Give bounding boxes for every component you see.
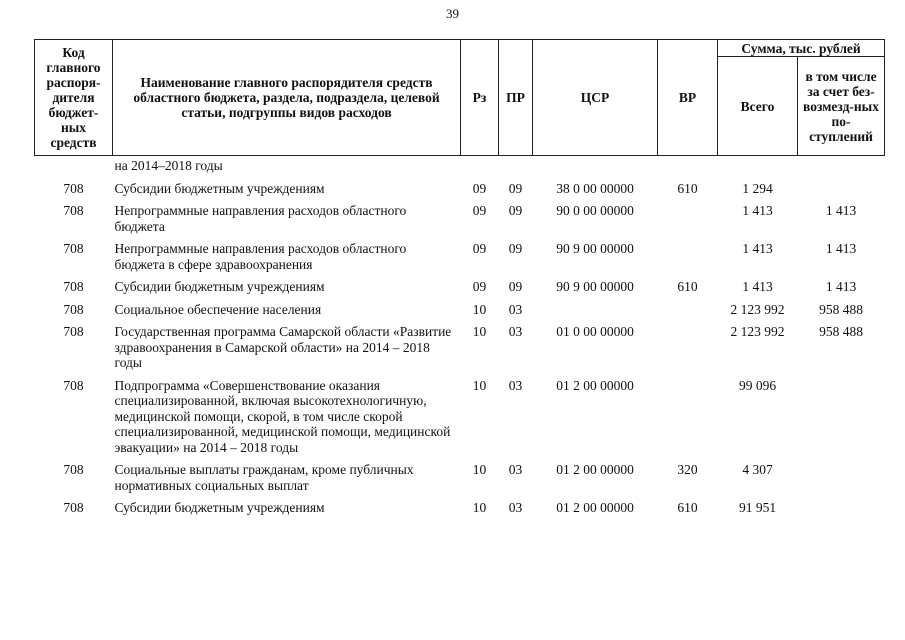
row-vr: 610 <box>677 279 698 294</box>
row-vr: 610 <box>677 500 698 515</box>
row-rz: 10 <box>472 377 487 393</box>
row-code: 708 <box>63 279 84 294</box>
row-name: Государственная программа Самарской области «Развитие здравоохранения в Самарской области» на 2014 – 2018 годы <box>114 324 452 370</box>
header-total: Всего <box>718 57 798 156</box>
row-vr: 320 <box>677 462 698 477</box>
header-name: Наименование главного распорядителя средств областного бюджета, раздела, подраздела, целевой статьи, подгруппы видов расходов <box>113 40 461 156</box>
row-total: 1 413 <box>742 203 773 218</box>
row-name: Подпрограмма «Совершенствование оказания специализированной, включая высокотехнологичную, медицинской помощи, скорой, в том числе скорой специализированной, медицинской помощи, медицинской эвакуации» на 2014 – 2018 годы <box>114 377 451 455</box>
row-name: Непрограммные направления расходов областного бюджета <box>114 203 407 234</box>
row-code: 708 <box>63 203 84 218</box>
row-vr <box>658 201 718 239</box>
row-pr: 03 <box>508 324 523 339</box>
row-code: 708 <box>63 180 84 196</box>
row-total: 1 294 <box>742 180 773 196</box>
row-csr: 38 0 00 00000 <box>556 180 634 196</box>
row-vr <box>658 376 718 461</box>
row-csr: 01 2 00 00000 <box>556 500 634 515</box>
row-vr <box>658 322 718 376</box>
header-row <box>35 40 885 57</box>
row-name: Субсидии бюджетным учреждениям <box>114 279 325 294</box>
table-row <box>35 201 885 239</box>
row-csr: 01 2 00 00000 <box>556 462 634 477</box>
row-rz: 09 <box>472 241 487 256</box>
row-code: 708 <box>63 377 84 393</box>
row-name: Непрограммные направления расходов областного бюджета в сфере здравоохранения <box>114 241 407 272</box>
row-total: 99 096 <box>738 377 777 393</box>
row-pr: 09 <box>508 203 523 218</box>
row-total: 4 307 <box>742 462 773 477</box>
continuation-text: на 2014–2018 годы <box>114 158 223 173</box>
row-csr: 01 0 00 00000 <box>556 324 634 339</box>
row-free <box>798 376 885 461</box>
row-rz: 10 <box>472 462 487 477</box>
row-free: 958 488 <box>819 301 863 317</box>
row-code: 708 <box>63 324 84 339</box>
header-free: в том числе за счет без-возмезд-ных по-ступлений <box>798 57 885 156</box>
row-rz: 10 <box>472 500 487 515</box>
row-rz: 09 <box>472 180 487 196</box>
header-sum: Сумма, тыс. рублей <box>718 40 885 57</box>
row-csr <box>533 300 658 323</box>
table-row <box>35 460 885 498</box>
table-row <box>35 322 885 376</box>
row-csr: 90 9 00 00000 <box>556 279 634 294</box>
row-vr: 610 <box>677 180 698 196</box>
budget-table <box>34 39 885 521</box>
row-rz: 10 <box>472 301 487 317</box>
row-free: 958 488 <box>819 324 863 339</box>
row-code: 708 <box>63 500 84 515</box>
table-row <box>35 498 885 521</box>
header-vr: ВР <box>658 40 718 156</box>
row-csr: 90 0 00 00000 <box>556 203 634 218</box>
row-free: 1 413 <box>825 203 857 218</box>
row-name: Субсидии бюджетным учреждениям <box>114 500 325 515</box>
row-total: 2 123 992 <box>730 301 785 317</box>
row-free <box>798 460 885 498</box>
row-rz: 10 <box>472 324 487 339</box>
row-total: 91 951 <box>738 500 777 515</box>
row-pr: 09 <box>508 241 523 256</box>
row-code: 708 <box>63 462 84 477</box>
row-code: 708 <box>63 301 84 317</box>
row-vr <box>658 300 718 323</box>
row-pr: 03 <box>508 377 523 393</box>
row-rz: 09 <box>472 203 487 218</box>
row-csr: 90 9 00 00000 <box>556 241 634 256</box>
row-csr: 01 2 00 00000 <box>556 377 634 393</box>
row-name: Субсидии бюджетным учреждениям <box>114 180 325 196</box>
header-code: Код главного распоря-дителя бюджет-ных средств <box>35 40 113 156</box>
row-pr: 03 <box>508 462 523 477</box>
row-free <box>798 179 885 202</box>
row-free: 1 413 <box>825 241 857 256</box>
row-name: Социальные выплаты гражданам, кроме публичных нормативных социальных выплат <box>114 462 414 493</box>
table-row <box>35 179 885 202</box>
table-row <box>35 300 885 323</box>
table-row <box>35 277 885 300</box>
row-rz: 09 <box>472 279 487 294</box>
row-pr: 09 <box>508 279 523 294</box>
row-pr: 03 <box>508 301 523 317</box>
row-total: 2 123 992 <box>730 324 785 339</box>
row-name: Социальное обеспечение населения <box>114 301 322 317</box>
table-row <box>35 239 885 277</box>
table-row <box>35 376 885 461</box>
row-free <box>798 498 885 521</box>
header-csr: ЦСР <box>533 40 658 156</box>
header-pr: ПР <box>499 40 533 156</box>
continuation-row <box>35 156 885 179</box>
row-vr <box>658 239 718 277</box>
page-number: 39 <box>446 6 459 21</box>
row-total: 1 413 <box>742 241 773 256</box>
row-code: 708 <box>63 241 84 256</box>
row-pr: 03 <box>508 500 523 515</box>
header-rz: Рз <box>461 40 499 156</box>
row-total: 1 413 <box>742 279 773 294</box>
row-free: 1 413 <box>825 279 857 294</box>
row-pr: 09 <box>508 180 523 196</box>
